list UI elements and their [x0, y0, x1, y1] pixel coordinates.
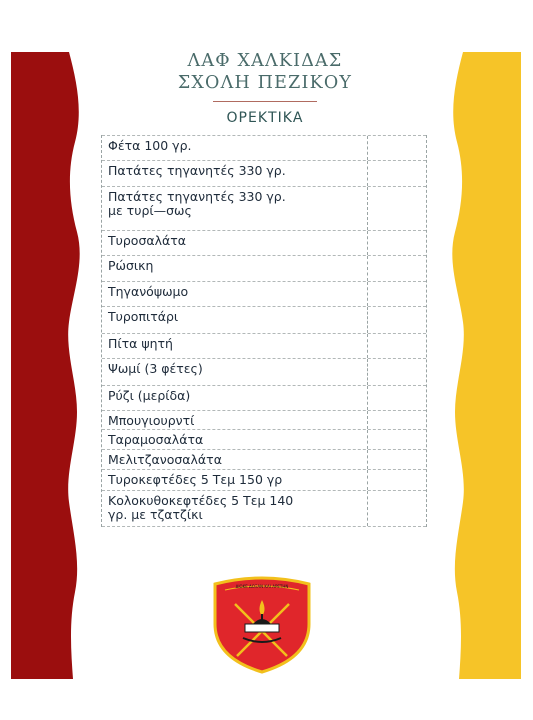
menu-item-price-cell: [368, 411, 426, 429]
menu-row: [102, 135, 426, 160]
menu-row: [102, 469, 426, 490]
menu-row: [102, 385, 426, 410]
menu-item-price-cell: [368, 386, 426, 410]
title-line-2: ΣΧΟΛΗ ΠΕΖΙΚΟΥ: [177, 73, 353, 93]
menu-row: [102, 333, 426, 358]
menu-title: [100, 50, 430, 94]
menu-row: [102, 358, 426, 385]
section-heading: ΟΡΕΚΤΙΚΑ: [226, 110, 304, 126]
menu-item-name: Ψωμί (3 φέτες): [102, 359, 368, 385]
menu-item-name: Πατάτες τηγανητές 330 γρ. με τυρί—σως: [102, 187, 368, 230]
menu-item-price-cell: [368, 161, 426, 186]
menu-row: [102, 306, 426, 333]
menu-item-price-cell: [368, 136, 426, 160]
menu-item-name: Τυροκεφτέδες 5 Τεμ 150 γρ: [102, 470, 368, 490]
menu-item-name: Ρώσικη: [102, 256, 368, 281]
menu-row: [102, 449, 426, 469]
menu-item-name: Κολοκυθοκεφτέδες 5 Τεμ 140 γρ. με τζατζίκι: [102, 491, 368, 526]
appetizers-table: [101, 135, 427, 527]
menu-row: [102, 429, 426, 449]
menu-item-price-cell: [368, 491, 426, 526]
menu-item-price-cell: [368, 282, 426, 306]
menu-item-price-cell: [368, 430, 426, 449]
menu-item-name: Πατάτες τηγανητές 330 γρ.: [102, 161, 368, 186]
menu-item-name: Πίτα ψητή: [102, 334, 368, 358]
menu-item-name: Ρύζι (μερίδα): [102, 386, 368, 410]
title-divider: [213, 101, 317, 102]
menu-row: [102, 410, 426, 429]
menu-row: [102, 490, 426, 527]
menu-row: [102, 255, 426, 281]
menu-row: [102, 281, 426, 306]
school-emblem: [209, 576, 315, 674]
title-line-1: ΛΑΦ ΧΑΛΚΙΔΑΣ: [187, 51, 343, 71]
menu-item-price-cell: [368, 450, 426, 469]
menu-item-price-cell: [368, 334, 426, 358]
menu-item-name: Τυροπιτάρι: [102, 307, 368, 333]
menu-item-price-cell: [368, 231, 426, 255]
menu-row: [102, 160, 426, 186]
menu-item-price-cell: [368, 187, 426, 230]
menu-row: [102, 230, 426, 255]
menu-item-price-cell: [368, 307, 426, 333]
emblem-motto: ΔΙΩΚΕ ΔΟΞΑΝ ΚΑΙ ΑΡΕΤΗΝ: [235, 584, 289, 589]
menu-item-price-cell: [368, 256, 426, 281]
left-decorative-band: [11, 52, 81, 679]
right-decorative-band: [451, 52, 521, 679]
menu-item-price-cell: [368, 359, 426, 385]
menu-item-name: Φέτα 100 γρ.: [102, 136, 368, 160]
menu-item-name: Μπουγιουρντί: [102, 411, 368, 429]
menu-item-price-cell: [368, 470, 426, 490]
menu-item-name: Τυροσαλάτα: [102, 231, 368, 255]
menu-item-name: Ταραμοσαλάτα: [102, 430, 368, 449]
menu-item-name: Τηγανόψωμο: [102, 282, 368, 306]
menu-row: [102, 186, 426, 230]
menu-item-name: Μελιτζανοσαλάτα: [102, 450, 368, 469]
